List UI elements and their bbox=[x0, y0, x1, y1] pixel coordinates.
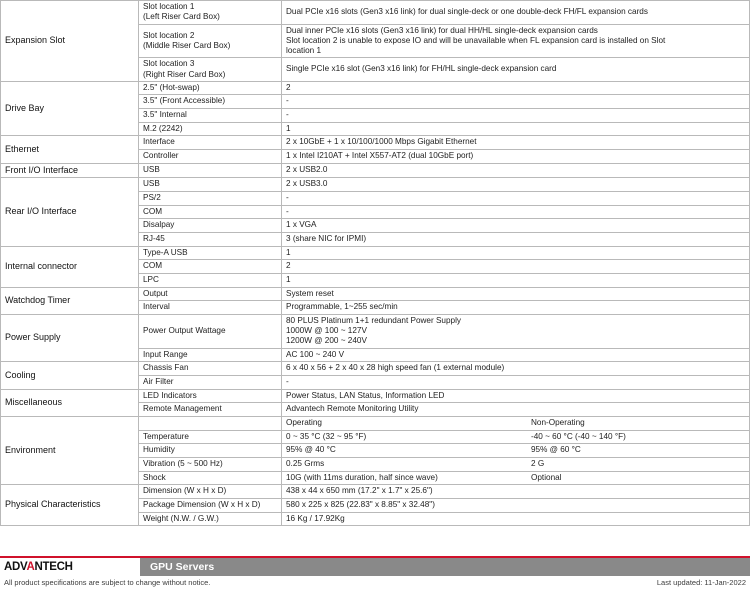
row-value: 2 x 10GbE + 1 x 10/100/1000 Mbps Gigabit Ethernet bbox=[282, 136, 750, 150]
row-subcategory: Temperature bbox=[139, 430, 282, 444]
table-row bbox=[1, 178, 750, 192]
environment-operating-value: 0.25 Grms bbox=[286, 458, 325, 468]
environment-nonoperating-value: Optional bbox=[531, 472, 562, 482]
row-subcategory-line1: Slot location 3 bbox=[143, 59, 195, 69]
row-value: - bbox=[282, 205, 750, 219]
row-subcategory: PS/2 bbox=[139, 192, 282, 206]
row-subcategory: COM bbox=[139, 260, 282, 274]
row-subcategory-line2: (Middle Riser Card Box) bbox=[143, 40, 231, 50]
row-subcategory: 2.5" (Hot-swap) bbox=[139, 81, 282, 95]
environment-operating-value: 0 ~ 35 °C (32 ~ 95 °F) bbox=[286, 431, 367, 441]
row-value: 2 x USB3.0 bbox=[282, 178, 750, 192]
row-subcategory: 3.5" Internal bbox=[139, 109, 282, 123]
row-subcategory: RJ-45 bbox=[139, 233, 282, 247]
row-value-line2: Slot location 2 is unable to expose IO and will be unavailable when FL expansion card is installed on Slot bbox=[286, 35, 666, 45]
footer-last-updated: Last updated: 11-Jan-2022 bbox=[656, 578, 746, 587]
row-subcategory: Dimension (W x H x D) bbox=[139, 485, 282, 499]
footer-disclaimer: All product specifications are subject to change without notice. bbox=[4, 578, 211, 587]
row-value bbox=[282, 430, 750, 444]
row-value: Power Status, LAN Status, Information LED bbox=[282, 389, 750, 403]
row-value: 1 bbox=[282, 273, 750, 287]
table-row bbox=[1, 136, 750, 150]
row-category: Ethernet bbox=[1, 136, 139, 163]
page-footer bbox=[0, 556, 750, 591]
environment-operating-header: Operating bbox=[286, 417, 322, 427]
row-subcategory: COM bbox=[139, 205, 282, 219]
table-row bbox=[1, 287, 750, 301]
row-category: Physical Characteristics bbox=[1, 485, 139, 526]
row-value: Single PCIe x16 slot (Gen3 x16 link) for FH/HL single-deck expansion card bbox=[282, 58, 750, 82]
footer-note bbox=[0, 576, 750, 591]
row-subcategory bbox=[139, 416, 282, 430]
row-subcategory: USB bbox=[139, 163, 282, 178]
table-row bbox=[1, 485, 750, 499]
row-subcategory: 3.5" (Front Accessible) bbox=[139, 95, 282, 109]
table-row bbox=[1, 362, 750, 376]
table-row-environment-header bbox=[1, 416, 750, 430]
row-subcategory: Humidity bbox=[139, 444, 282, 458]
row-value bbox=[282, 457, 750, 471]
row-category: Internal connector bbox=[1, 246, 139, 287]
row-value-line2: 1000W @ 100 ~ 127V bbox=[286, 326, 367, 336]
row-subcategory: Chassis Fan bbox=[139, 362, 282, 376]
row-subcategory: Input Range bbox=[139, 348, 282, 362]
row-value: 6 x 40 x 56 + 2 x 40 x 28 high speed fan (1 external module) bbox=[282, 362, 750, 376]
row-subcategory-line2: (Left Riser Card Box) bbox=[143, 12, 220, 22]
row-category: Watchdog Timer bbox=[1, 287, 139, 314]
row-category: Miscellaneous bbox=[1, 389, 139, 416]
row-subcategory: Controller bbox=[139, 150, 282, 164]
row-value: 2 bbox=[282, 81, 750, 95]
row-category: Power Supply bbox=[1, 314, 139, 361]
row-value bbox=[282, 24, 750, 58]
row-value bbox=[282, 416, 750, 430]
table-body bbox=[1, 1, 750, 526]
row-value: Dual PCIe x16 slots (Gen3 x16 link) for dual single-deck or one double-deck FH/FL expansion cards bbox=[282, 1, 750, 25]
row-value bbox=[282, 444, 750, 458]
row-subcategory: Vibration (5 ~ 500 Hz) bbox=[139, 457, 282, 471]
row-value: Advantech Remote Monitoring Utility bbox=[282, 403, 750, 417]
row-subcategory bbox=[139, 24, 282, 58]
row-value: 2 bbox=[282, 260, 750, 274]
row-category: Rear I/O Interface bbox=[1, 178, 139, 246]
row-subcategory: LED Indicators bbox=[139, 389, 282, 403]
brand-last: NTECH bbox=[34, 561, 73, 573]
footer-title: GPU Servers bbox=[140, 558, 750, 576]
footer-bar bbox=[0, 556, 750, 576]
environment-nonoperating-value: -40 ~ 60 °C (-40 ~ 140 °F) bbox=[531, 431, 626, 441]
row-value-line1: 80 PLUS Platinum 1+1 redundant Power Supply bbox=[286, 315, 462, 325]
brand-accent: A bbox=[26, 561, 35, 573]
table-row bbox=[1, 389, 750, 403]
row-value: 438 x 44 x 650 mm (17.2" x 1.7" x 25.6") bbox=[282, 485, 750, 499]
row-subcategory: LPC bbox=[139, 273, 282, 287]
row-subcategory-line1: Slot location 2 bbox=[143, 30, 195, 40]
row-value: 16 Kg / 17.92Kg bbox=[282, 512, 750, 526]
row-value: Programmable, 1~255 sec/min bbox=[282, 301, 750, 315]
row-value: 1 bbox=[282, 246, 750, 260]
row-subcategory: Remote Management bbox=[139, 403, 282, 417]
table-row bbox=[1, 81, 750, 95]
advantech-logo bbox=[0, 558, 140, 576]
row-subcategory: Package Dimension (W x H x D) bbox=[139, 498, 282, 512]
row-category: Environment bbox=[1, 416, 139, 484]
row-value: 3 (share NIC for IPMI) bbox=[282, 233, 750, 247]
row-subcategory-line2: (Right Riser Card Box) bbox=[143, 69, 226, 79]
table-row bbox=[1, 314, 750, 348]
table-row bbox=[1, 1, 750, 25]
row-value: 2 x USB2.0 bbox=[282, 163, 750, 178]
row-subcategory: Power Output Wattage bbox=[139, 314, 282, 348]
environment-nonoperating-header: Non-Operating bbox=[531, 417, 585, 427]
row-value-line3: location 1 bbox=[286, 46, 322, 55]
row-value: AC 100 ~ 240 V bbox=[282, 348, 750, 362]
row-value bbox=[282, 471, 750, 485]
row-subcategory: Type-A USB bbox=[139, 246, 282, 260]
row-value: - bbox=[282, 192, 750, 206]
row-value: 580 x 225 x 825 (22.83" x 8.85" x 32.48") bbox=[282, 498, 750, 512]
row-subcategory: Interval bbox=[139, 301, 282, 315]
row-category: Cooling bbox=[1, 362, 139, 389]
environment-operating-value: 95% @ 40 °C bbox=[286, 445, 336, 455]
row-subcategory: USB bbox=[139, 178, 282, 192]
table-row bbox=[1, 246, 750, 260]
row-category: Drive Bay bbox=[1, 81, 139, 136]
row-subcategory: Disalpay bbox=[139, 219, 282, 233]
row-value: 1 bbox=[282, 122, 750, 136]
row-subcategory: Weight (N.W. / G.W.) bbox=[139, 512, 282, 526]
table-row bbox=[1, 163, 750, 178]
brand-first: ADV bbox=[4, 561, 27, 573]
row-value-line3: 1200W @ 200 ~ 240V bbox=[286, 336, 367, 346]
row-value: System reset bbox=[282, 287, 750, 301]
row-subcategory: Shock bbox=[139, 471, 282, 485]
row-subcategory: Output bbox=[139, 287, 282, 301]
row-category: Expansion Slot bbox=[1, 1, 139, 82]
row-subcategory bbox=[139, 1, 282, 25]
environment-nonoperating-value: 95% @ 60 °C bbox=[531, 445, 581, 455]
row-value: 1 x Intel I210AT + Intel X557-AT2 (dual 10GbE port) bbox=[282, 150, 750, 164]
row-value: - bbox=[282, 376, 750, 390]
advantech-logo-text bbox=[4, 561, 73, 573]
row-value: - bbox=[282, 95, 750, 109]
row-value-line1: Dual inner PCIe x16 slots (Gen3 x16 link) for dual HH/HL single-deck expansion cards bbox=[286, 25, 598, 35]
row-subcategory-line1: Slot location 1 bbox=[143, 2, 195, 11]
row-value bbox=[282, 314, 750, 348]
environment-operating-value: 10G (with 11ms duration, half since wave) bbox=[286, 472, 438, 482]
row-subcategory bbox=[139, 58, 282, 82]
row-subcategory: Interface bbox=[139, 136, 282, 150]
row-value: 1 x VGA bbox=[282, 219, 750, 233]
environment-nonoperating-value: 2 G bbox=[531, 458, 545, 468]
row-value: - bbox=[282, 109, 750, 123]
row-subcategory: M.2 (2242) bbox=[139, 122, 282, 136]
row-subcategory: Air Filter bbox=[139, 376, 282, 390]
row-category: Front I/O Interface bbox=[1, 163, 139, 178]
